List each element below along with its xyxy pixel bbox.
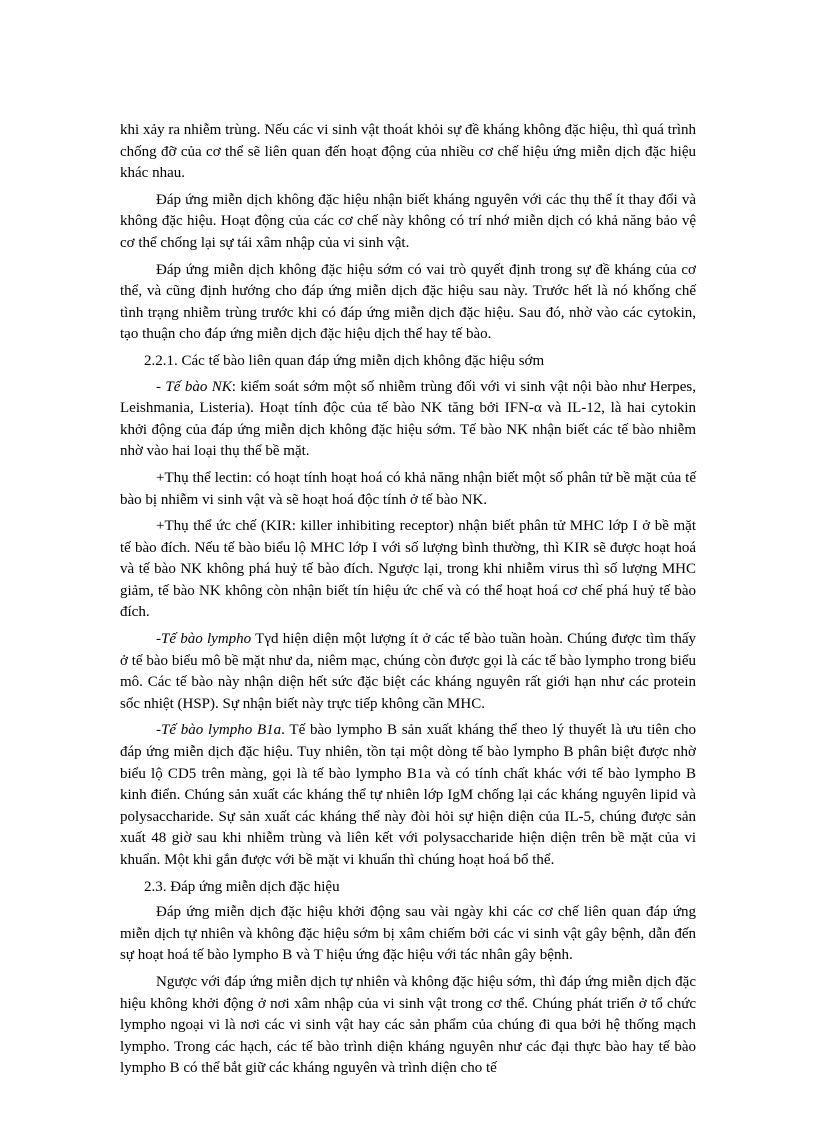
paragraph-1: khi xảy ra nhiễm trùng. Nếu các vi sinh vật thoát khỏi sự đề kháng không đặc hiệu, thì quá trình chống đỡ của cơ thể sẽ liên quan đến hoạt động của nhiều cơ chế hiệu ứng miễn dịch đặc hiệu khác nhau. — [120, 122, 696, 182]
heading-2-3: 2.3. Đáp ứng miễn dịch đặc hiệu — [144, 878, 340, 895]
paragraph-kir-receptor: +Thụ thể ức chế (KIR: killer inhibiting receptor) nhận biết phân tử MHC lớp I ở bề mặt tế bào đích. Nếu tế bào biểu lộ MHC lớp I với số lượng bình thường, thì KIR sẽ được hoạt hoá và tế bào NK không phá huỷ tế bào đích. Ngược lại, trong khi nhiễm virus thì số lượng MHC giảm, tế bào NK không còn nhận biết tín hiệu ức chế và có thể hoạt hoá cơ chế phá huỷ tế bào đích. — [120, 518, 696, 621]
gd-term: -Tế bào lympho — [156, 631, 252, 648]
heading-2-2-1: 2.2.1. Các tế bào liên quan đáp ứng miễn dịch không đặc hiệu sớm — [144, 352, 545, 369]
document-page — [120, 120, 696, 1085]
paragraph-4: Đáp ứng miễn dịch đặc hiệu khởi động sau vài ngày khi các cơ chế liên quan đáp ứng miễn dịch tự nhiên và không đặc hiệu sớm bị xâm chiếm bởi các vi sinh vật gây bệnh, dẫn đến sự hoạt hoá tế bào lympho B và T hiệu ứng đặc hiệu với tác nhân gây bệnh. — [120, 904, 696, 964]
nk-term: Tế bào NK — [165, 378, 232, 395]
paragraph-2: Đáp ứng miễn dịch không đặc hiệu nhận biết kháng nguyên với các thụ thể ít thay đổi và không đặc hiệu. Hoạt động của các cơ chế này không có trí nhớ miễn dịch có khả năng bảo vệ cơ thể chống lại sự tái xâm nhập của vi sinh vật. — [120, 191, 696, 251]
paragraph-5: Ngược với đáp ứng miễn dịch tự nhiên và không đặc hiệu sớm, thì đáp ứng miễn dịch đặc hiệu không khởi động ở nơi xâm nhập của vi sinh vật trong cơ thể. Chúng phát triển ở tổ chức lympho ngoại vi là nơi các vi sinh vật hay các sản phẩm của chúng đi qua bởi hệ thống mạch lympho. Trong các hạch, các tế bào trình diện kháng nguyên như các đại thực bào hay tế bào lympho B có thể bắt giữ các kháng nguyên và trình diện cho tế — [120, 973, 696, 1077]
nk-prefix: - — [156, 378, 166, 395]
b1a-term: -Tế bào lympho B1a — [156, 722, 282, 739]
paragraph-lectin-receptor: +Thụ thể lectin: có hoạt tính hoạt hoá có khả năng nhận biết một số phân tử bề mặt của tế bào bị nhiễm vi sinh vật và sẽ hoạt hoá độc tính ở tế bào NK. — [120, 469, 696, 508]
paragraph-gamma-delta — [120, 629, 696, 715]
paragraph-nk-cells — [120, 377, 696, 463]
gd-text: Tγd hiện diện một lượng ít ở các tế bào tuần hoàn. Chúng được tìm thấy ở tế bào biểu mô bề mặt như da, niêm mạc, chúng còn được gọi là các tế bào lympho trong biểu mô. Các tế bào này nhận diện hết sức đặc biệt các kháng nguyên rất giới hạn như các protein sốc nhiệt (HSP). Sự nhận biết này trực tiếp không cần MHC. — [120, 631, 696, 712]
b1a-text: . Tế bào lympho B sản xuất kháng thể theo lý thuyết là ưu tiên cho đáp ứng miễn dịch đặc hiệu. Tuy nhiên, tồn tại một dòng tế bào lympho B phân biệt được nhờ biểu lộ CD5 trên màng, gọi là tế bào lympho B1a và có tính chất khác với tế bào lympho B kinh điển. Chúng sản xuất các kháng thể tự nhiên lớp IgM chống lại các kháng nguyên lipid và polysaccharide. Sự sản xuất các kháng thể này đòi hỏi sự hiện diện của IL-5, chúng được sản xuất 48 giờ sau khi nhiễm trùng và liên kết với polysaccharide hiện diện trên bề mặt của vi khuẩn. Một khi gắn được với bề mặt vi khuẩn thì chúng hoạt hoá bổ thể. — [120, 722, 696, 868]
nk-text: : kiểm soát sớm một số nhiễm trùng đối với vi sinh vật nội bào như Herpes, Leishmania, Listeria). Hoạt tính độc của tế bào NK tăng bởi IFN-α và IL-12, là hai cytokin khởi động của đáp ứng miễn dịch không đặc hiệu sớm. Tế bào NK nhận biết các tế bào nhiễm nhờ vào hai loại thụ thể bề mặt. — [120, 378, 697, 460]
paragraph-3: Đáp ứng miễn dịch không đặc hiệu sớm có vai trò quyết định trong sự đề kháng của cơ thể, và cũng định hướng cho đáp ứng miễn dịch đặc hiệu sau này. Trước hết là nó khống chế tình trạng nhiễm trùng trước khi có đáp ứng miễn dịch đặc hiệu. Sau đó, nhờ vào các cytokin, tạo thuận cho đáp ứng miễn dịch đặc hiệu dịch thể hay tế bào. — [120, 261, 696, 343]
paragraph-b1a — [120, 720, 696, 871]
